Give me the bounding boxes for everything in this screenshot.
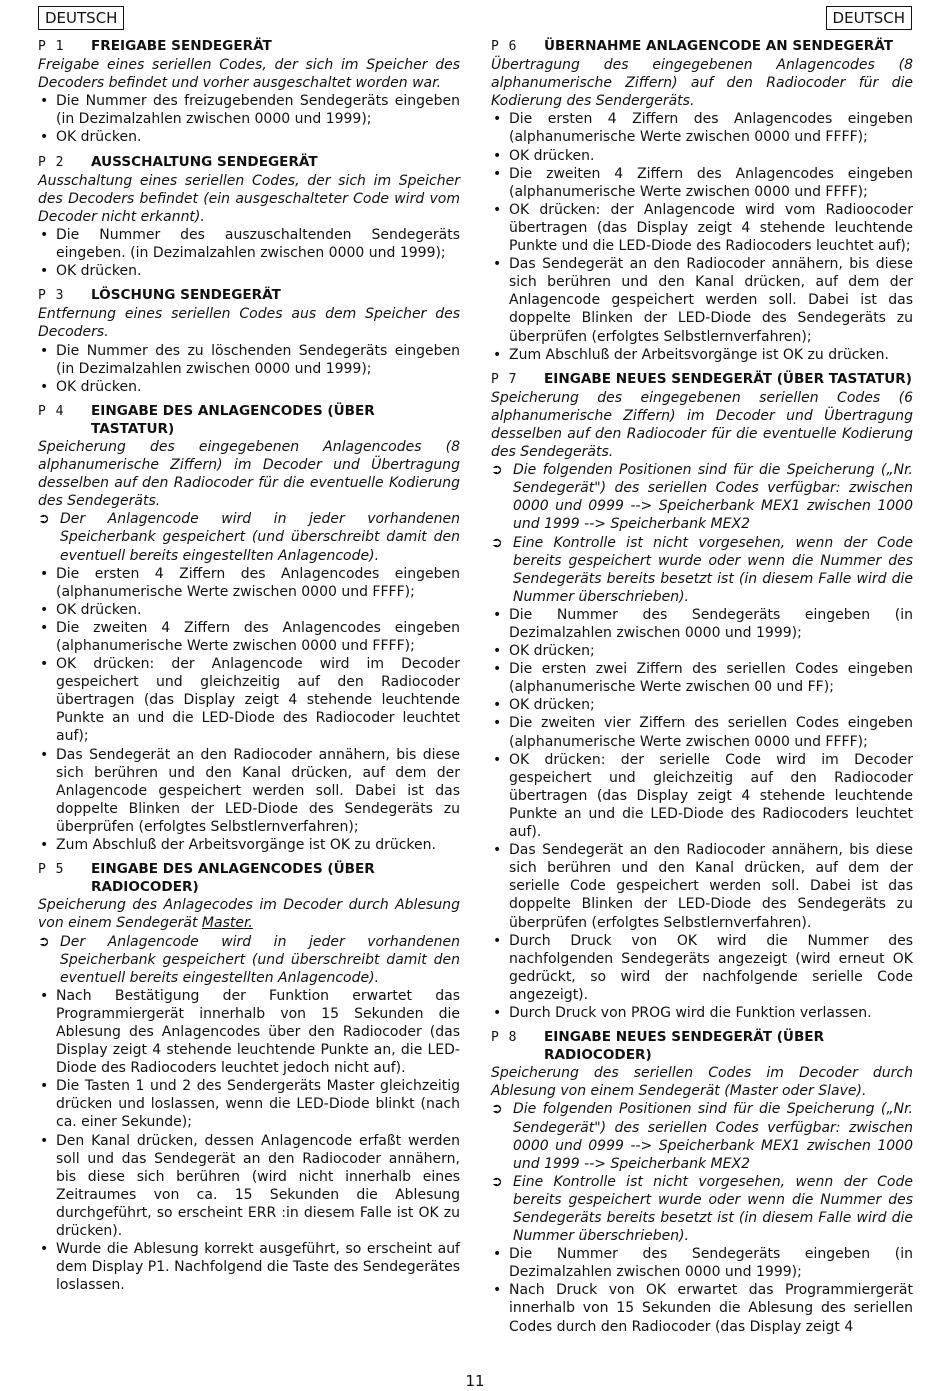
note-item: ➲ Der Anlagencode wird in jeder vorhandenen Speicherbank gespeichert (und überschreibt damit den eventuell bereits eingestellten Anlagencode). — [38, 933, 460, 987]
note-item: ➲ Eine Kontrolle ist nicht vorgesehen, wenn der Code bereits gespeichert wurde oder wenn die Nummer des Sendegeräts bereits besetzt ist (in diesem Falle wird die Nummer überschrieben). — [491, 1173, 913, 1245]
bullet-item: • OK drücken; — [491, 642, 913, 660]
bullet-item: • Die zweiten vier Ziffern des seriellen Codes eingeben (alphanumerische Werte zwischen 0000 und FFFF); — [491, 714, 913, 750]
language-label-right: DEUTSCH — [826, 6, 912, 30]
section-description — [491, 389, 913, 461]
bullet-item: • OK drücken. — [38, 378, 460, 396]
section-heading — [38, 402, 460, 438]
section-title: EINGABE DES ANLAGENCODES (ÜBER RADIOCODER) — [91, 861, 375, 896]
description-text: Speicherung des eingegebenen seriellen Codes (6 alphanumerische Ziffern) im Decoder und Übertragung desselben auf den Radiocoder für die eventuelle Kodierung des Sendegeräts. — [491, 389, 913, 461]
section-description — [38, 172, 460, 226]
bullet-item: • OK drücken; — [491, 696, 913, 714]
section-description — [491, 1064, 913, 1100]
note-item: ➲ Eine Kontrolle ist nicht vorgesehen, wenn der Code bereits gespeichert wurde oder wenn die Nummer des Sendegeräts bereits besetzt ist (in diesem Falle wird die Nummer überschrieben). — [491, 534, 913, 606]
section-heading — [38, 286, 460, 305]
section-description — [38, 305, 460, 341]
bullet-item: • Die Nummer des Sendegeräts eingeben (in Dezimalzahlen zwischen 0000 und 1999); — [491, 606, 913, 642]
description-text: Speicherung des eingegebenen Anlagencodes (8 alphanumerische Ziffern) im Decoder und Übertragung desselben auf den Radiocoder für die eventuelle Kodierung des Sendegeräts. — [38, 438, 460, 510]
bullet-item: • OK drücken: der Anlagencode wird vom Radioocoder übertragen (das Display zeigt 4 stehende leuchtende Punkte und die LED-Diode des Radiocoders leuchtet auf); — [491, 201, 913, 255]
section-title: EINGABE NEUES SENDEGERÄT (ÜBER TASTATUR) — [544, 370, 912, 387]
description-text: Freigabe eines seriellen Codes, der sich im Speicher des Decoders befindet und vorher ausgeschaltet worden war. — [38, 57, 460, 92]
bullet-item: • Das Sendegerät an den Radiocoder annähern, bis diese sich berühren und den Kanal drücken, auf dem der serielle Code gespeichert werden soll. Dabei ist das doppelte Blinken der LED-Diode des Sendegeräts zu überprüfen (erfolgtes Selbstlernverfahren). — [491, 841, 913, 931]
left-column — [38, 37, 460, 1294]
program-code: P 5 — [38, 862, 65, 878]
bullet-item: • OK drücken: der serielle Code wird im Decoder gespeichert und gleichzeitig auf den Radiocoder übertragen (das Display zeigt 4 stehende leuchtende Punkte an und die LED-Diode des Radiocoders leuchtet auf). — [491, 751, 913, 841]
description-text: Ausschaltung eines seriellen Codes, der sich im Speicher des Decoders befindet (ein ausgeschalteter Code wird vom Decoder nicht erkannt). — [38, 172, 460, 225]
section-heading — [38, 37, 460, 56]
bullet-item: • Durch Druck von PROG wird die Funktion verlassen. — [491, 1004, 913, 1022]
program-code: P 7 — [491, 371, 518, 387]
section-description — [38, 438, 460, 510]
bullet-item: • Durch Druck von OK wird die Nummer des nachfolgenden Sendegeräts angezeigt (wird erneut OK gedrückt, so wird der nachfolgende serielle Code angezeigt). — [491, 932, 913, 1004]
instruction-list — [491, 461, 913, 1022]
section-heading — [38, 860, 460, 896]
description-text: Entfernung eines seriellen Codes aus dem Speicher des Decoders. — [38, 306, 460, 341]
description-text: Übertragung des eingegebenen Anlagencodes (8 alphanumerische Ziffern) auf den Radiocoder für die Kodierung des Sendergeräts. — [491, 57, 913, 110]
description-underlined: Master. — [201, 915, 253, 932]
bullet-item: • Zum Abschluß der Arbeitsvorgänge ist OK zu drücken. — [38, 836, 460, 854]
instruction-list — [38, 933, 460, 1295]
bullet-item: • Die Nummer des zu löschenden Sendegeräts eingeben (in Dezimalzahlen zwischen 0000 und 1999); — [38, 342, 460, 378]
section-heading — [38, 153, 460, 172]
program-code: P 6 — [491, 39, 518, 54]
bullet-item: • Die ersten 4 Ziffern des Anlagencodes eingeben (alphanumerische Werte zwischen 0000 und FFFF); — [491, 110, 913, 146]
bullet-item: • Die zweiten 4 Ziffern des Anlagencodes eingeben (alphanumerische Werte zwischen 0000 und FFFF); — [491, 165, 913, 201]
instruction-list — [38, 510, 460, 854]
bullet-item: • Die ersten zwei Ziffern des seriellen Codes eingeben (alphanumerische Werte zwischen 00 und FF); — [491, 660, 913, 696]
instruction-list — [38, 92, 460, 146]
instruction-list — [38, 342, 460, 396]
bullet-item: • Das Sendegerät an den Radiocoder annähern, bis diese sich berühren und den Kanal drücken, auf dem der Anlagencode gespeichert werden soll. Dabei ist das doppelte Blinken der LED-Diode des Sendegeräts zu überprüfen (erfolgtes Selbstlernverfahren); — [38, 746, 460, 836]
instruction-list — [491, 110, 913, 363]
section-title: EINGABE DES ANLAGENCODES (ÜBER TASTATUR) — [91, 402, 375, 437]
program-code: P 8 — [491, 1030, 518, 1046]
bullet-item: • Die ersten 4 Ziffern des Anlagencodes eingeben (alphanumerische Werte zwischen 0000 und FFFF); — [38, 565, 460, 601]
bullet-item: • Die Nummer des Sendegeräts eingeben (in Dezimalzahlen zwischen 0000 und 1999); — [491, 1245, 913, 1281]
bullet-item: • Die Tasten 1 und 2 des Sendergeräts Master gleichzeitig drücken und loslassen, wenn die LED-Diode blinkt (nach ca. einer Sekunde); — [38, 1077, 460, 1131]
page-number: 11 — [465, 1372, 485, 1390]
program-code: P 4 — [38, 403, 65, 419]
instruction-list — [38, 226, 460, 280]
section-title: FREIGABE SENDEGERÄT — [91, 38, 272, 54]
bullet-item: • OK drücken: der Anlagencode wird im Decoder gespeichert und gleichzeitig auf den Radiocoder übertragen (das Display zeigt 4 stehende leuchtende Punkte an und die LED-Diode des Radiocoder leuchtet auf); — [38, 655, 460, 745]
bullet-item: • Die zweiten 4 Ziffern des Anlagencodes eingeben (alphanumerische Werte zwischen 0000 und FFFF); — [38, 619, 460, 655]
bullet-item: • OK drücken. — [491, 147, 913, 165]
section-heading — [491, 370, 913, 389]
bullet-item: • Nach Druck von OK erwartet das Programmiergerät innerhalb von 15 Sekunden die Ablesung des seriellen Codes durch den Radiocoder (das Display zeigt 4 — [491, 1281, 913, 1335]
program-code: P 1 — [38, 39, 65, 54]
section-description — [38, 56, 460, 92]
section-heading — [491, 37, 913, 56]
bullet-item: • Die Nummer des freizugebenden Sendegeräts eingeben (in Dezimalzahlen zwischen 0000 und 1999); — [38, 92, 460, 128]
section-description — [491, 56, 913, 110]
bullet-item: • Zum Abschluß der Arbeitsvorgänge ist OK zu drücken. — [491, 346, 913, 364]
note-item: ➲ Die folgenden Positionen sind für die Speicherung („Nr. Sendegerät") des seriellen Codes verfügbar: zwischen 0000 und 0999 --> Speicherbank MEX1 zwischen 1000 und 1999 --> Speicherbank MEX2 — [491, 461, 913, 533]
program-code: P 2 — [38, 154, 65, 170]
program-code: P 3 — [38, 288, 65, 304]
bullet-item: • OK drücken. — [38, 128, 460, 146]
instruction-list — [491, 1100, 913, 1335]
section-title: LÖSCHUNG SENDEGERÄT — [91, 287, 281, 304]
description-text: Speicherung des Anlagecodes im Decoder durch Ablesung von einem Sendegerät — [38, 897, 460, 932]
bullet-item: • Den Kanal drücken, dessen Anlagencode erfaßt werden soll und das Sendegerät an den Radiocoder annähern, bis diese sich berühren (wird nicht innerhalb eines Zeitraumes von ca. 15 Sekunden die Ablesung durchgeführt, so erscheint ERR :in diesem Falle ist OK zu drücken). — [38, 1132, 460, 1241]
section-heading — [491, 1028, 913, 1064]
section-title: AUSSCHALTUNG SENDEGERÄT — [91, 153, 318, 170]
bullet-item: • Das Sendegerät an den Radiocoder annähern, bis diese sich berühren und den Kanal drücken, auf dem der Anlagencode gespeichert werden soll. Dabei ist das doppelte Blinken der LED-Diode des Sendegeräts zu überprüfen (erfolgtes Selbstlernverfahren); — [491, 255, 913, 345]
section-title: EINGABE NEUES SENDEGERÄT (ÜBER RADIOCODER) — [544, 1029, 825, 1064]
right-column — [491, 37, 913, 1336]
note-item: ➲ Die folgenden Positionen sind für die Speicherung („Nr. Sendegerät") des seriellen Codes verfügbar: zwischen 0000 und 0999 --> Speicherbank MEX1 zwischen 1000 und 1999 --> Speicherbank MEX2 — [491, 1100, 913, 1172]
bullet-item: • Die Nummer des auszuschaltenden Sendegeräts eingeben. (in Dezimalzahlen zwischen 0000 und 1999); — [38, 226, 460, 262]
bullet-item: • OK drücken. — [38, 601, 460, 619]
language-label-left: DEUTSCH — [38, 6, 124, 30]
bullet-item: • Wurde die Ablesung korrekt ausgeführt, so erscheint auf dem Display P1. Nachfolgend die Taste des Sendegerätes loslassen. — [38, 1240, 460, 1294]
section-description — [38, 896, 460, 932]
section-title: ÜBERNAHME ANLAGENCODE AN SENDEGERÄT — [544, 38, 894, 54]
note-item: ➲ Der Anlagencode wird in jeder vorhandenen Speicherbank gespeichert (und überschreibt damit den eventuell bereits eingestellten Anlagencode). — [38, 510, 460, 564]
bullet-item: • Nach Bestätigung der Funktion erwartet das Programmiergerät innerhalb von 15 Sekunden die Ablesung des Anlagencodes über den Radiocoder (das Display zeigt 4 stehende leuchtende Punkte an, die LED-Diode des Radiocoders leuchtet jedoch nicht auf). — [38, 987, 460, 1077]
bullet-item: • OK drücken. — [38, 262, 460, 280]
description-text: Speicherung des seriellen Codes im Decoder durch Ablesung von einem Sendegerät (Master oder Slave). — [491, 1065, 913, 1100]
